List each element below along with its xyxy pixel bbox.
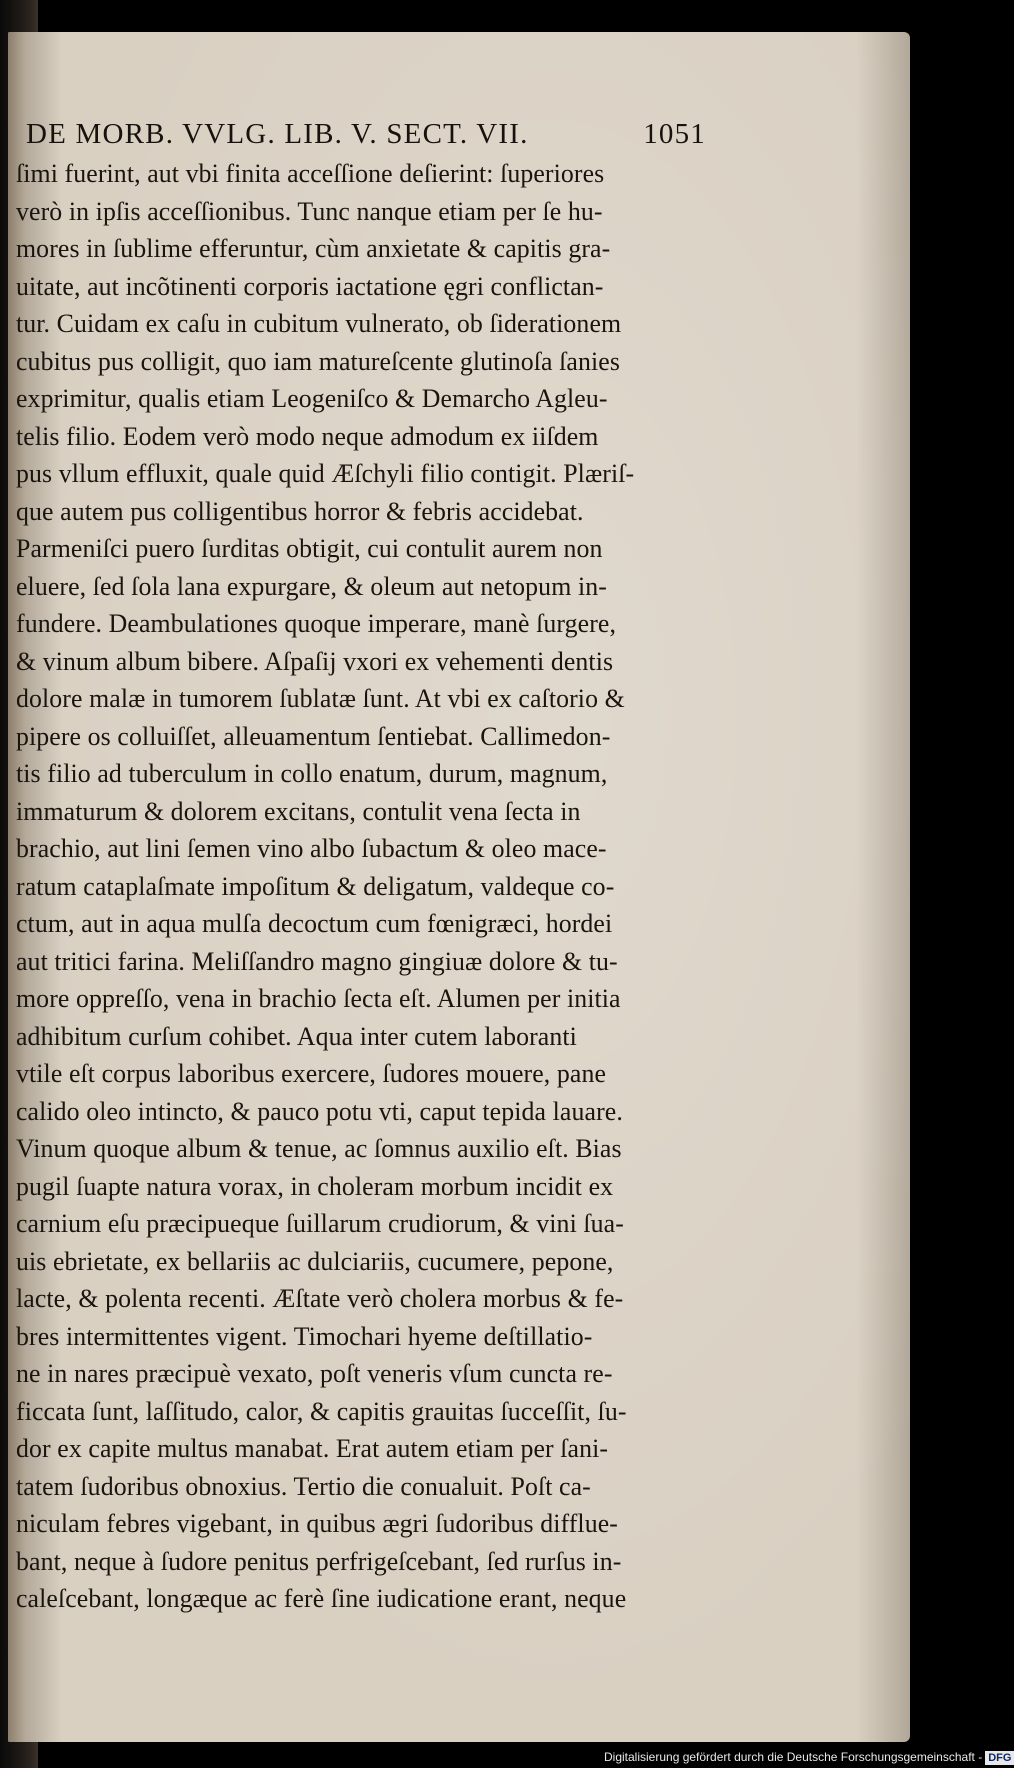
text-line: Vinum quoque album & tenue, ac ſomnus auxilio eſt. Bias (16, 1134, 622, 1163)
text-line: mores in ſublime efferuntur, cùm anxietate & capitis gra- (16, 234, 611, 263)
text-line: pugil ſuapte natura vorax, in choleram morbum incidit ex (16, 1171, 614, 1201)
text-line: telis filio. Eodem verò modo neque admodum ex iiſdem (16, 421, 599, 451)
dfg-logo: DFG (985, 1751, 1014, 1765)
text-line: verò in ipſis acceſſionibus. Tunc nanque etiam per ſe hu- (16, 196, 603, 226)
text-line: tatem ſudoribus obnoxius. Tertio die conualuit. Poſt ca- (16, 1471, 591, 1501)
text-line: adhibitum curſum cohibet. Aqua inter cutem laboranti (16, 1021, 577, 1051)
text-line: calido oleo intincto, & pauco potu vti, caput tepida lauare. (16, 1096, 623, 1126)
text-line: exprimitur, qualis etiam Leogeniſco & Demarcho Agleu- (16, 384, 608, 413)
text-line: ctum, aut in aqua mulſa decoctum cum fœnigræci, hordei (16, 909, 613, 938)
digitization-credit (604, 1746, 1012, 1768)
text-line: pipere os colluiſſet, alleuamentum ſentiebat. Callimedon- (16, 721, 611, 751)
text-line: carnium eſu præcipueque ſuillarum crudiorum, & vini ſua- (16, 1209, 624, 1238)
text-line: more oppreſſo, vena in brachio ſecta eſt. Alumen per initia (16, 984, 621, 1013)
text-line: uitate, aut incõtinenti corporis iactatione ęgri conflictan- (16, 271, 604, 301)
text-line: Parmeniſci puero ſurditas obtigit, cui contulit aurem non (16, 534, 603, 563)
text-line: aut tritici farina. Meliſſandro magno gingiuæ dolore & tu- (16, 946, 618, 976)
text-line: immaturum & dolorem excitans, contulit vena ſecta in (16, 796, 581, 826)
text-line: vtile eſt corpus laboribus exercere, ſudores mouere, pane (16, 1059, 607, 1088)
text-line: bres intermittentes vigent. Timochari hyeme deſtillatio- (16, 1321, 593, 1351)
text-line: bant, neque à ſudore penitus perfrigeſcebant, ſed rurſus in- (16, 1546, 622, 1576)
page-number: 1051 (643, 118, 706, 150)
text-line: eluere, ſed ſola lana expurgare, & oleum aut netopum in- (16, 571, 607, 601)
text-line: tis filio ad tuberculum in collo enatum, durum, magnum, (16, 759, 608, 788)
text-line: dolore malæ in tumorem ſublatæ ſunt. At vbi ex caſtorio & (16, 684, 625, 713)
text-line: & vinum album bibere. Aſpaſij vxori ex vehementi dentis (16, 646, 614, 676)
text-line: fundere. Deambulationes quoque imperare, manè ſurgere, (16, 609, 617, 638)
text-line: ratum cataplaſmate impoſitum & deligatum, valdeque co- (16, 871, 615, 901)
text-line: brachio, aut lini ſemen vino albo ſubactum & oleo mace- (16, 834, 607, 863)
text-line: ſimi fuerint, aut vbi finita acceſſione deſierint: ſuperiores (16, 159, 605, 188)
body-text (16, 155, 756, 1618)
text-line: dor ex capite multus manabat. Erat autem etiam per ſani- (16, 1434, 609, 1463)
text-line: que autem pus colligentibus horror & febris accidebat. (16, 496, 584, 526)
running-head-title: DE MORB. VVLG. LIB. V. SECT. VII. (26, 118, 529, 150)
text-line: cubitus pus colligit, quo iam matureſcente glutinoſa ſanies (16, 346, 620, 376)
text-line: tur. Cuidam ex caſu in cubitum vulnerato, ob ſiderationem (16, 309, 622, 338)
text-line: ficcata ſunt, laſſitudo, calor, & capitis grauitas ſucceſſit, ſu- (16, 1396, 627, 1426)
text-line: ne in nares præcipuè vexato, poſt veneris vſum cuncta re- (16, 1359, 613, 1388)
text-line: caleſcebant, longæque ac ferè ſine iudicatione erant, neque (16, 1584, 627, 1613)
text-line: niculam febres vigebant, in quibus ægri ſudoribus difflue- (16, 1509, 618, 1538)
credit-text: Digitalisierung gefördert durch die Deutsche Forschungsgemeinschaft - (604, 1750, 983, 1764)
text-line: uis ebrietate, ex bellariis ac dulciariis, cucumere, pepone, (16, 1246, 614, 1276)
running-head (26, 118, 706, 151)
text-line: pus vllum effluxit, quale quid Æſchyli filio contigit. Plæriſ- (16, 459, 635, 488)
text-line: lacte, & polenta recenti. Æſtate verò cholera morbus & fe- (16, 1284, 624, 1313)
